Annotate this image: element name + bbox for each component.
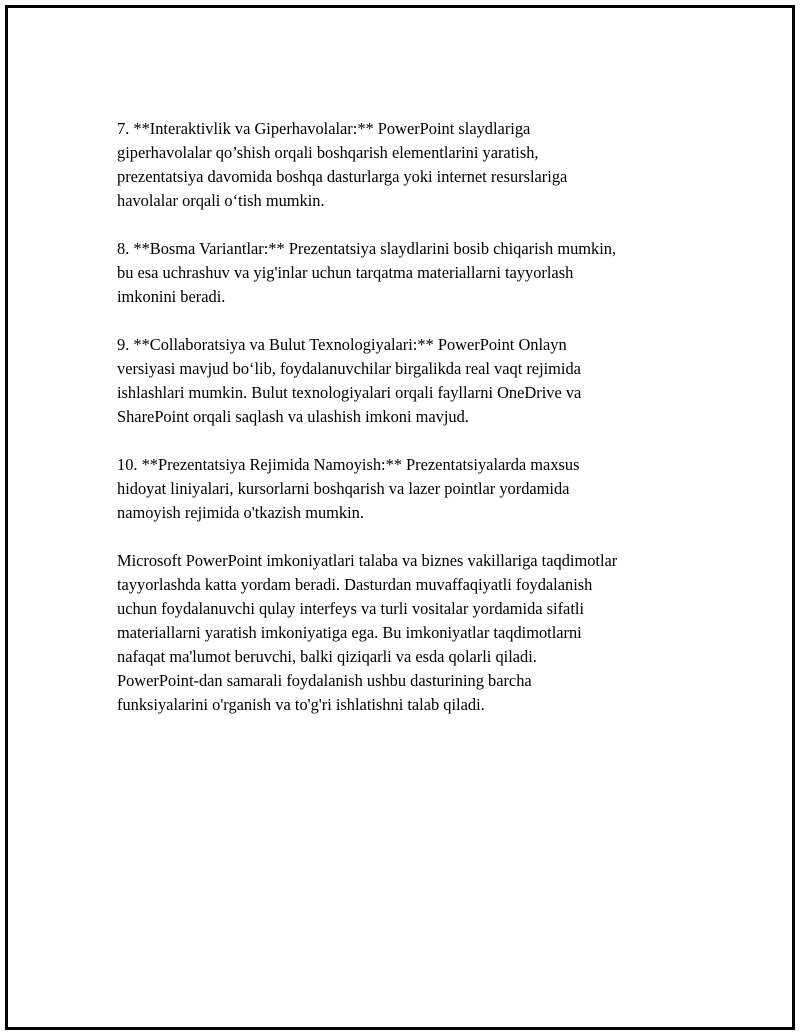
text-line: PowerPoint-dan samarali foydalanish ushbu dasturining barcha xyxy=(117,671,532,690)
text-line: ishlashlari mumkin. Bulut texnologiyalari orqali fayllarni OneDrive va xyxy=(117,383,582,402)
text-line: SharePoint orqali saqlash va ulashish imkoni mavjud. xyxy=(117,407,469,426)
document-body xyxy=(117,117,697,741)
text-line: materiallarni yaratish imkoniyatiga ega. Bu imkoniyatlar taqdimotlarni xyxy=(117,623,582,642)
paragraph-item-9 xyxy=(117,333,697,429)
text-line: 7. **Interaktivlik va Giperhavolalar:** PowerPoint slaydlariga xyxy=(117,119,531,138)
text-line: hidoyat liniyalari, kursorlarni boshqarish va lazer pointlar yordamida xyxy=(117,479,570,498)
paragraph-item-10 xyxy=(117,453,697,525)
text-line: tayyorlashda katta yordam beradi. Dasturdan muvaffaqiyatli foydalanish xyxy=(117,575,593,594)
text-line: prezentatsiya davomida boshqa dasturlarga yoki internet resurslariga xyxy=(117,167,568,186)
paragraph-item-7 xyxy=(117,117,697,213)
text-line: versiyasi mavjud boʻlib, foydalanuvchilar birgalikda real vaqt rejimida xyxy=(117,359,581,378)
paragraph-conclusion xyxy=(117,549,697,717)
text-line: 10. **Prezentatsiya Rejimida Namoyish:** Prezentatsiyalarda maxsus xyxy=(117,455,580,474)
text-line: bu esa uchrashuv va yig'inlar uchun tarqatma materiallarni tayyorlash xyxy=(117,263,574,282)
text-line: havolalar orqali oʻtish mumkin. xyxy=(117,191,325,210)
text-line: nafaqat ma'lumot beruvchi, balki qiziqarli va esda qolarli qiladi. xyxy=(117,647,537,666)
text-line: imkonini beradi. xyxy=(117,287,226,306)
text-line: 9. **Collaboratsiya va Bulut Texnologiyalari:** PowerPoint Onlayn xyxy=(117,335,567,354)
text-line: 8. **Bosma Variantlar:** Prezentatsiya slaydlarini bosib chiqarish mumkin, xyxy=(117,239,617,258)
text-line: giperhavolalar qo’shish orqali boshqarish elementlarini yaratish, xyxy=(117,143,539,162)
text-line: Microsoft PowerPoint imkoniyatlari talaba va biznes vakillariga taqdimotlar xyxy=(117,551,618,570)
text-line: namoyish rejimida o'tkazish mumkin. xyxy=(117,503,364,522)
paragraph-item-8 xyxy=(117,237,697,309)
text-line: uchun foydalanuvchi qulay interfeys va turli vositalar yordamida sifatli xyxy=(117,599,584,618)
text-line: funksiyalarini o'rganish va to'g'ri ishlatishni talab qiladi. xyxy=(117,695,485,714)
